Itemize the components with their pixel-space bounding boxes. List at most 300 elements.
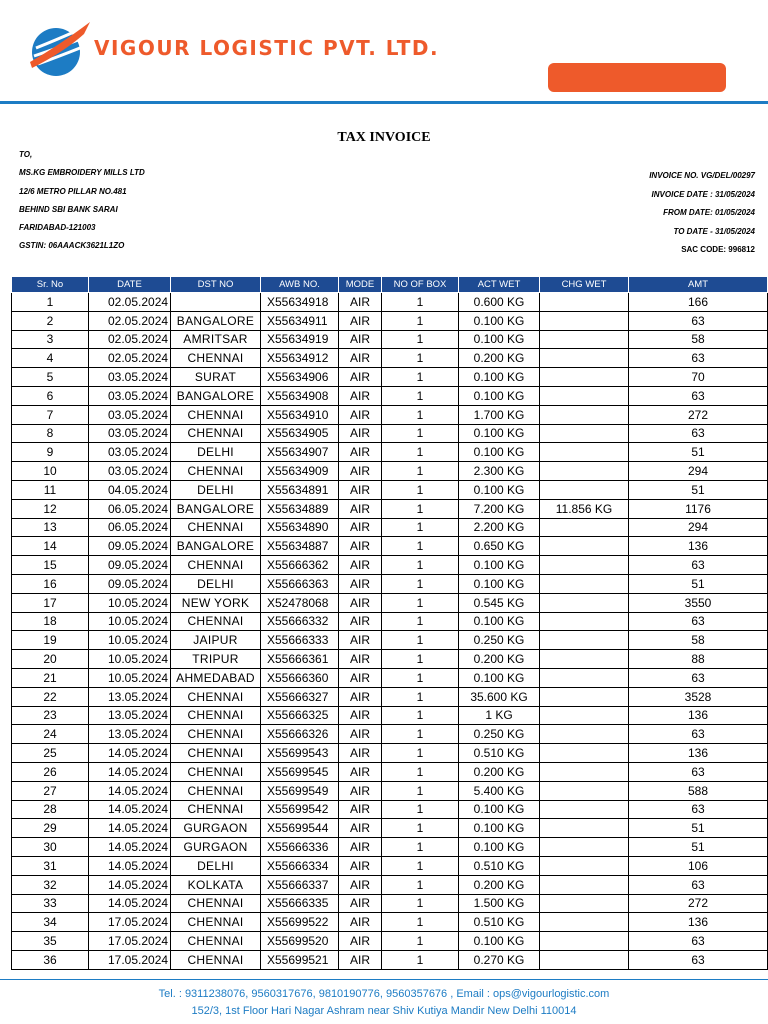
cell-date: 14.05.2024 — [89, 800, 171, 819]
cell-mode: AIR — [339, 593, 382, 612]
cell-chg-wet — [540, 725, 629, 744]
sac-code: SAC CODE: 996812 — [681, 245, 755, 254]
cell-act-wet: 0.100 KG — [459, 574, 540, 593]
cell-date: 06.05.2024 — [89, 499, 171, 518]
cell-date: 17.05.2024 — [89, 913, 171, 932]
cell-chg-wet — [540, 574, 629, 593]
cell-mode: AIR — [339, 499, 382, 518]
cell-chg-wet — [540, 311, 629, 330]
cell-awb-no: X55666332 — [261, 612, 339, 631]
cell-awb-no: X55634910 — [261, 405, 339, 424]
table-row — [12, 612, 768, 631]
cell-act-wet: 0.250 KG — [459, 631, 540, 650]
document-title: TAX INVOICE — [337, 130, 431, 145]
invoice-date: INVOICE DATE : 31/05/2024 — [651, 189, 755, 199]
cell-date: 03.05.2024 — [89, 405, 171, 424]
cell-no-of-box: 1 — [382, 631, 459, 650]
cell-sr-no: 19 — [12, 631, 89, 650]
cell-no-of-box: 1 — [382, 668, 459, 687]
cell-dst-no: CHENNAI — [171, 556, 261, 575]
cell-act-wet: 0.200 KG — [459, 762, 540, 781]
cell-no-of-box: 1 — [382, 405, 459, 424]
cell-no-of-box: 1 — [382, 744, 459, 763]
cell-sr-no: 25 — [12, 744, 89, 763]
cell-mode: AIR — [339, 424, 382, 443]
cell-no-of-box: 1 — [382, 687, 459, 706]
cell-date: 10.05.2024 — [89, 612, 171, 631]
cell-date: 14.05.2024 — [89, 838, 171, 857]
cell-sr-no: 18 — [12, 612, 89, 631]
cell-mode: AIR — [339, 894, 382, 913]
table-row — [12, 424, 768, 443]
cell-dst-no: CHENNAI — [171, 781, 261, 800]
cell-dst-no: DELHI — [171, 443, 261, 462]
cell-sr-no: 17 — [12, 593, 89, 612]
cell-act-wet: 0.270 KG — [459, 950, 540, 969]
globe-swoosh-icon — [28, 18, 94, 80]
cell-awb-no: X55666360 — [261, 668, 339, 687]
cell-sr-no: 32 — [12, 875, 89, 894]
company-name: VIGOUR LOGISTIC PVT. LTD. — [94, 36, 440, 60]
cell-date: 14.05.2024 — [89, 762, 171, 781]
cell-awb-no: X55634905 — [261, 424, 339, 443]
cell-chg-wet — [540, 650, 629, 669]
cell-amt: 63 — [629, 424, 768, 443]
cell-amt: 294 — [629, 462, 768, 481]
cell-amt: 63 — [629, 386, 768, 405]
cell-date: 14.05.2024 — [89, 875, 171, 894]
cell-act-wet: 1.500 KG — [459, 894, 540, 913]
table-row — [12, 875, 768, 894]
cell-amt: 70 — [629, 368, 768, 387]
cell-chg-wet — [540, 856, 629, 875]
cell-awb-no: X55699542 — [261, 800, 339, 819]
cell-act-wet: 1 KG — [459, 706, 540, 725]
cell-awb-no: X55666337 — [261, 875, 339, 894]
cell-mode: AIR — [339, 762, 382, 781]
cell-mode: AIR — [339, 405, 382, 424]
column-header-mode: MODE — [339, 277, 382, 293]
bill-to-block — [19, 150, 145, 260]
table-body — [12, 293, 768, 970]
cell-chg-wet — [540, 932, 629, 951]
cell-mode: AIR — [339, 443, 382, 462]
cell-chg-wet — [540, 462, 629, 481]
cell-awb-no: X55699520 — [261, 932, 339, 951]
cell-mode: AIR — [339, 687, 382, 706]
cell-awb-no: X55699545 — [261, 762, 339, 781]
cell-date: 09.05.2024 — [89, 537, 171, 556]
to-date: TO DATE - 31/05/2024 — [673, 226, 755, 236]
cell-mode: AIR — [339, 875, 382, 894]
table-row — [12, 819, 768, 838]
cell-amt: 294 — [629, 518, 768, 537]
cell-sr-no: 20 — [12, 650, 89, 669]
cell-mode: AIR — [339, 800, 382, 819]
table-row — [12, 706, 768, 725]
table-row — [12, 480, 768, 499]
cell-amt: 58 — [629, 631, 768, 650]
cell-mode: AIR — [339, 480, 382, 499]
cell-mode: AIR — [339, 293, 382, 312]
table-row — [12, 781, 768, 800]
cell-dst-no: JAIPUR — [171, 631, 261, 650]
cell-act-wet: 0.100 KG — [459, 932, 540, 951]
cell-date: 14.05.2024 — [89, 894, 171, 913]
cell-sr-no: 36 — [12, 950, 89, 969]
cell-date: 10.05.2024 — [89, 668, 171, 687]
cell-chg-wet — [540, 781, 629, 800]
cell-sr-no: 28 — [12, 800, 89, 819]
cell-mode: AIR — [339, 856, 382, 875]
cell-awb-no: X55634891 — [261, 480, 339, 499]
cell-dst-no: TRIPUR — [171, 650, 261, 669]
cell-mode: AIR — [339, 574, 382, 593]
cell-mode: AIR — [339, 311, 382, 330]
footer-address: 152/3, 1st Floor Hari Nagar Ashram near Shiv Kutiya Mandir New Delhi 110014 — [191, 1005, 577, 1017]
column-header-date: DATE — [89, 277, 171, 293]
cell-no-of-box: 1 — [382, 537, 459, 556]
cell-mode: AIR — [339, 349, 382, 368]
cell-amt: 3528 — [629, 687, 768, 706]
cell-act-wet: 0.510 KG — [459, 744, 540, 763]
cell-sr-no: 24 — [12, 725, 89, 744]
cell-act-wet: 2.300 KG — [459, 462, 540, 481]
cell-chg-wet — [540, 405, 629, 424]
cell-chg-wet — [540, 293, 629, 312]
table-row — [12, 537, 768, 556]
cell-sr-no: 23 — [12, 706, 89, 725]
table-row — [12, 687, 768, 706]
cell-chg-wet — [540, 386, 629, 405]
cell-awb-no: X55634906 — [261, 368, 339, 387]
cell-act-wet: 0.545 KG — [459, 593, 540, 612]
table-row — [12, 856, 768, 875]
cell-awb-no: X55666363 — [261, 574, 339, 593]
cell-sr-no: 8 — [12, 424, 89, 443]
cell-dst-no: GURGAON — [171, 838, 261, 857]
table-row — [12, 631, 768, 650]
address-line-2: BEHIND SBI BANK SARAI — [19, 204, 118, 214]
column-header-chg-wet: CHG WET — [540, 277, 629, 293]
cell-chg-wet — [540, 838, 629, 857]
cell-dst-no: AHMEDABAD — [171, 668, 261, 687]
cell-act-wet: 0.100 KG — [459, 838, 540, 857]
cell-chg-wet — [540, 668, 629, 687]
cell-no-of-box: 1 — [382, 800, 459, 819]
cell-act-wet: 0.100 KG — [459, 424, 540, 443]
cell-act-wet: 0.510 KG — [459, 913, 540, 932]
cell-chg-wet — [540, 706, 629, 725]
footer — [0, 986, 768, 1020]
table-row — [12, 462, 768, 481]
cell-no-of-box: 1 — [382, 913, 459, 932]
cell-act-wet: 0.100 KG — [459, 368, 540, 387]
table-row — [12, 349, 768, 368]
shipment-table — [11, 276, 768, 970]
cell-sr-no: 5 — [12, 368, 89, 387]
cell-awb-no: X55634890 — [261, 518, 339, 537]
cell-no-of-box: 1 — [382, 762, 459, 781]
cell-act-wet: 1.700 KG — [459, 405, 540, 424]
cell-date: 03.05.2024 — [89, 368, 171, 387]
table-row — [12, 668, 768, 687]
cell-awb-no: X55634908 — [261, 386, 339, 405]
cell-awb-no: X55699544 — [261, 819, 339, 838]
cell-act-wet: 0.100 KG — [459, 330, 540, 349]
cell-no-of-box: 1 — [382, 894, 459, 913]
footer-divider — [0, 979, 768, 980]
cell-chg-wet — [540, 687, 629, 706]
cell-amt: 51 — [629, 480, 768, 499]
cell-sr-no: 29 — [12, 819, 89, 838]
cell-awb-no: X55634919 — [261, 330, 339, 349]
cell-dst-no: BANGALORE — [171, 386, 261, 405]
cell-dst-no: CHENNAI — [171, 424, 261, 443]
cell-mode: AIR — [339, 386, 382, 405]
table-row — [12, 838, 768, 857]
cell-no-of-box: 1 — [382, 650, 459, 669]
cell-date: 03.05.2024 — [89, 424, 171, 443]
cell-date: 03.05.2024 — [89, 443, 171, 462]
cell-act-wet: 0.200 KG — [459, 349, 540, 368]
cell-date: 13.05.2024 — [89, 725, 171, 744]
cell-amt: 63 — [629, 762, 768, 781]
cell-chg-wet — [540, 424, 629, 443]
footer-contact: Tel. : 9311238076, 9560317676, 9810190776, 9560357676 , Email : ops@vigourlogistic.com — [158, 988, 610, 1000]
cell-act-wet: 0.100 KG — [459, 311, 540, 330]
cell-dst-no: BANGALORE — [171, 537, 261, 556]
cell-date: 03.05.2024 — [89, 386, 171, 405]
cell-chg-wet — [540, 593, 629, 612]
cell-no-of-box: 1 — [382, 932, 459, 951]
cell-chg-wet — [540, 744, 629, 763]
cell-awb-no: X55666336 — [261, 838, 339, 857]
cell-no-of-box: 1 — [382, 556, 459, 575]
cell-dst-no: CHENNAI — [171, 687, 261, 706]
cell-act-wet: 35.600 KG — [459, 687, 540, 706]
cell-amt: 136 — [629, 537, 768, 556]
cell-no-of-box: 1 — [382, 330, 459, 349]
cell-amt: 272 — [629, 894, 768, 913]
cell-date: 02.05.2024 — [89, 349, 171, 368]
cell-dst-no: CHENNAI — [171, 462, 261, 481]
table-row — [12, 330, 768, 349]
table-row — [12, 913, 768, 932]
cell-awb-no: X55666361 — [261, 650, 339, 669]
cell-amt: 106 — [629, 856, 768, 875]
cell-sr-no: 33 — [12, 894, 89, 913]
cell-dst-no: GURGAON — [171, 819, 261, 838]
invoice-details — [649, 171, 755, 264]
table-row — [12, 725, 768, 744]
column-header-awb-no: AWB NO. — [261, 277, 339, 293]
cell-chg-wet — [540, 349, 629, 368]
cell-dst-no: CHENNAI — [171, 612, 261, 631]
cell-dst-no: BANGALORE — [171, 499, 261, 518]
cell-sr-no: 9 — [12, 443, 89, 462]
cell-no-of-box: 1 — [382, 368, 459, 387]
cell-date: 14.05.2024 — [89, 744, 171, 763]
cell-amt: 588 — [629, 781, 768, 800]
cell-awb-no: X55634909 — [261, 462, 339, 481]
cell-dst-no: CHENNAI — [171, 706, 261, 725]
cell-act-wet: 2.200 KG — [459, 518, 540, 537]
invoice-number: INVOICE NO. VG/DEL/00297 — [649, 171, 755, 180]
cell-no-of-box: 1 — [382, 856, 459, 875]
cell-dst-no: KOLKATA — [171, 875, 261, 894]
cell-sr-no: 22 — [12, 687, 89, 706]
cell-chg-wet — [540, 913, 629, 932]
cell-mode: AIR — [339, 556, 382, 575]
cell-act-wet: 5.400 KG — [459, 781, 540, 800]
table-row — [12, 650, 768, 669]
cell-amt: 3550 — [629, 593, 768, 612]
cell-mode: AIR — [339, 650, 382, 669]
table-row — [12, 800, 768, 819]
cell-dst-no: CHENNAI — [171, 913, 261, 932]
cell-no-of-box: 1 — [382, 443, 459, 462]
cell-sr-no: 15 — [12, 556, 89, 575]
cell-amt: 63 — [629, 612, 768, 631]
cell-sr-no: 4 — [12, 349, 89, 368]
cell-dst-no: CHENNAI — [171, 800, 261, 819]
address-line-3: FARIDABAD-121003 — [19, 223, 96, 233]
table-row — [12, 405, 768, 424]
cell-sr-no: 21 — [12, 668, 89, 687]
cell-sr-no: 35 — [12, 932, 89, 951]
cell-mode: AIR — [339, 838, 382, 857]
cell-no-of-box: 1 — [382, 612, 459, 631]
address-line-1: 12/6 METRO PILLAR NO.481 — [19, 186, 127, 196]
cell-dst-no: CHENNAI — [171, 518, 261, 537]
cell-awb-no: X55634889 — [261, 499, 339, 518]
cell-awb-no: X55699543 — [261, 744, 339, 763]
cell-amt: 63 — [629, 725, 768, 744]
cell-mode: AIR — [339, 819, 382, 838]
cell-awb-no: X55666334 — [261, 856, 339, 875]
from-date: FROM DATE: 01/05/2024 — [663, 208, 755, 217]
cell-no-of-box: 1 — [382, 574, 459, 593]
cell-act-wet: 0.100 KG — [459, 612, 540, 631]
cell-date: 14.05.2024 — [89, 856, 171, 875]
cell-amt: 136 — [629, 744, 768, 763]
cell-dst-no: CHENNAI — [171, 405, 261, 424]
cell-date: 10.05.2024 — [89, 593, 171, 612]
cell-chg-wet — [540, 894, 629, 913]
cell-date: 14.05.2024 — [89, 819, 171, 838]
to-label: TO, — [19, 150, 33, 159]
cell-no-of-box: 1 — [382, 499, 459, 518]
table-row — [12, 762, 768, 781]
cell-date: 03.05.2024 — [89, 462, 171, 481]
cell-amt: 63 — [629, 349, 768, 368]
column-header-no-of-box: NO OF BOX — [382, 277, 459, 293]
cell-no-of-box: 1 — [382, 819, 459, 838]
cell-amt: 51 — [629, 819, 768, 838]
table-row — [12, 499, 768, 518]
cell-amt: 51 — [629, 443, 768, 462]
cell-awb-no: X55699549 — [261, 781, 339, 800]
cell-no-of-box: 1 — [382, 593, 459, 612]
cell-chg-wet — [540, 819, 629, 838]
cell-awb-no: X55666327 — [261, 687, 339, 706]
cell-sr-no: 27 — [12, 781, 89, 800]
cell-dst-no: CHENNAI — [171, 894, 261, 913]
cell-mode: AIR — [339, 612, 382, 631]
table-header-row — [12, 277, 768, 293]
cell-amt: 63 — [629, 800, 768, 819]
cell-date: 10.05.2024 — [89, 650, 171, 669]
cell-sr-no: 16 — [12, 574, 89, 593]
cell-amt: 63 — [629, 875, 768, 894]
cell-sr-no: 6 — [12, 386, 89, 405]
table-row — [12, 950, 768, 969]
cell-awb-no: X55634887 — [261, 537, 339, 556]
table-row — [12, 293, 768, 312]
cell-act-wet: 0.200 KG — [459, 650, 540, 669]
cell-sr-no: 14 — [12, 537, 89, 556]
table-row — [12, 593, 768, 612]
cell-dst-no: BANGALORE — [171, 311, 261, 330]
cell-act-wet: 0.100 KG — [459, 443, 540, 462]
cell-sr-no: 11 — [12, 480, 89, 499]
cell-chg-wet — [540, 612, 629, 631]
cell-act-wet: 0.100 KG — [459, 819, 540, 838]
cell-amt: 166 — [629, 293, 768, 312]
cell-act-wet: 0.100 KG — [459, 556, 540, 575]
header-accent-bar — [548, 63, 726, 92]
customer-name: MS.KG EMBROIDERY MILLS LTD — [19, 168, 145, 178]
cell-chg-wet — [540, 762, 629, 781]
cell-chg-wet — [540, 443, 629, 462]
cell-awb-no: X55666326 — [261, 725, 339, 744]
cell-no-of-box: 1 — [382, 781, 459, 800]
cell-amt: 63 — [629, 556, 768, 575]
cell-amt: 51 — [629, 838, 768, 857]
cell-mode: AIR — [339, 631, 382, 650]
cell-mode: AIR — [339, 330, 382, 349]
cell-chg-wet — [540, 330, 629, 349]
letterhead — [0, 0, 768, 106]
cell-no-of-box: 1 — [382, 950, 459, 969]
cell-no-of-box: 1 — [382, 311, 459, 330]
cell-date: 04.05.2024 — [89, 480, 171, 499]
cell-awb-no: X55634918 — [261, 293, 339, 312]
cell-act-wet: 0.250 KG — [459, 725, 540, 744]
table-row — [12, 894, 768, 913]
cell-date: 13.05.2024 — [89, 706, 171, 725]
table-row — [12, 443, 768, 462]
cell-chg-wet — [540, 368, 629, 387]
cell-dst-no: CHENNAI — [171, 762, 261, 781]
column-header-sr-no: Sr. No — [12, 277, 89, 293]
cell-sr-no: 30 — [12, 838, 89, 857]
cell-no-of-box: 1 — [382, 480, 459, 499]
cell-act-wet: 0.100 KG — [459, 480, 540, 499]
table-row — [12, 556, 768, 575]
cell-chg-wet: 11.856 KG — [540, 499, 629, 518]
cell-amt: 272 — [629, 405, 768, 424]
cell-amt: 63 — [629, 311, 768, 330]
cell-date: 06.05.2024 — [89, 518, 171, 537]
cell-mode: AIR — [339, 950, 382, 969]
cell-date: 17.05.2024 — [89, 932, 171, 951]
cell-awb-no: X55634907 — [261, 443, 339, 462]
cell-dst-no: SURAT — [171, 368, 261, 387]
cell-no-of-box: 1 — [382, 462, 459, 481]
cell-awb-no: X55666333 — [261, 631, 339, 650]
